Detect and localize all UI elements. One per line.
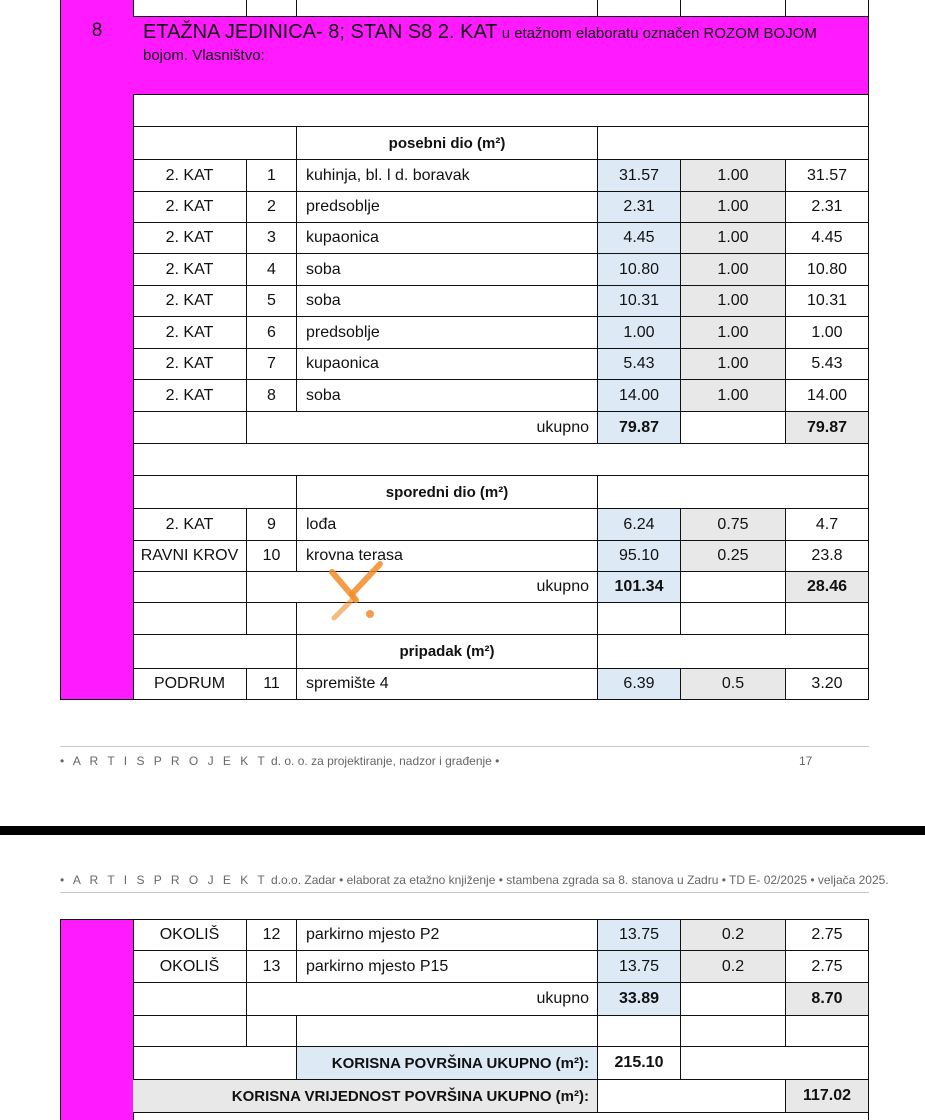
total-coef-empty xyxy=(681,572,786,603)
coefficient-cell: 0.2 xyxy=(681,920,786,951)
empty-cell xyxy=(247,603,297,635)
floor-cell: OKOLIŠ xyxy=(133,951,247,983)
area-cell: 1.00 xyxy=(598,317,681,349)
area-cell: 13.75 xyxy=(598,951,681,983)
magenta-side-column-2 xyxy=(60,919,134,1120)
footer-company: • A R T I S P R O J E K T xyxy=(60,754,268,768)
room-name-cell: parkirno mjesto P15 xyxy=(297,951,598,983)
empty-cell xyxy=(133,603,247,635)
posebni-dio-header: posebni dio (m²) xyxy=(297,127,598,160)
floor-cell: 2. KAT xyxy=(133,509,247,541)
unit-title-banner xyxy=(133,17,869,95)
area-cell: 10.31 xyxy=(598,286,681,317)
floor-cell: 2. KAT xyxy=(133,286,247,317)
total-coef-empty xyxy=(681,412,786,444)
coefficient-cell: 0.5 xyxy=(681,669,786,700)
empty-cell xyxy=(247,1016,297,1047)
empty-row xyxy=(133,444,869,476)
room-number-cell: 5 xyxy=(247,286,297,317)
unit-title-suffix: u etažnom elaboratu označen ROZOM BOJOM xyxy=(497,25,817,42)
empty-cell xyxy=(598,1016,681,1047)
okolis-total-area: 33.89 xyxy=(598,983,681,1016)
korisna-spacer xyxy=(681,1047,869,1080)
room-number-cell: 11 xyxy=(247,669,297,700)
room-name-cell: soba xyxy=(297,380,598,412)
area-cell: 2.31 xyxy=(598,192,681,223)
floor-cell: 2. KAT xyxy=(133,192,247,223)
room-number-cell: 2 xyxy=(247,192,297,223)
korisna-povrsina-value: 215.10 xyxy=(598,1047,681,1080)
empty-cell xyxy=(297,1016,598,1047)
korisna-povrsina-label: KORISNA POVRŠINA UKUPNO (m²): xyxy=(297,1047,598,1080)
posebni-total-area: 79.87 xyxy=(598,412,681,444)
coefficient-cell: 1.00 xyxy=(681,223,786,254)
footer-rule xyxy=(60,746,869,747)
room-number-cell: 10 xyxy=(247,541,297,572)
room-number-cell: 9 xyxy=(247,509,297,541)
korisna-spacer xyxy=(133,1047,297,1080)
table-bottom-fragment xyxy=(133,1113,869,1120)
sporedni-dio-header: sporedni dio (m²) xyxy=(297,476,598,509)
area-cell: 14.00 xyxy=(598,380,681,412)
area-cell: 5.43 xyxy=(598,349,681,380)
floor-cell: 2. KAT xyxy=(133,160,247,192)
korisna-vrijednost-label: KORISNA VRIJEDNOST POVRŠINA UKUPNO (m²): xyxy=(133,1080,598,1113)
coefficient-cell: 1.00 xyxy=(681,286,786,317)
value-cell: 3.20 xyxy=(786,669,869,700)
room-name-cell: parkirno mjesto P2 xyxy=(297,920,598,951)
room-name-cell: krovna terasa xyxy=(297,541,598,572)
room-name-cell: predsoblje xyxy=(297,192,598,223)
floor-cell: RAVNI KROV xyxy=(133,541,247,572)
coefficient-cell: 1.00 xyxy=(681,317,786,349)
value-cell: 4.45 xyxy=(786,223,869,254)
footer-description: d. o. o. za projektiranje, nadzor i građenje • xyxy=(267,754,500,768)
room-name-cell: predsoblje xyxy=(297,317,598,349)
value-cell: 2.75 xyxy=(786,951,869,983)
floor-cell: PODRUM xyxy=(133,669,247,700)
floor-cell: 2. KAT xyxy=(133,254,247,286)
room-name-cell: kupaonica xyxy=(297,349,598,380)
unit-number: 8 xyxy=(91,20,103,41)
total-coef-empty xyxy=(681,983,786,1016)
coefficient-cell: 0.75 xyxy=(681,509,786,541)
room-number-cell: 8 xyxy=(247,380,297,412)
area-cell: 6.24 xyxy=(598,509,681,541)
footer-text xyxy=(60,754,499,768)
posebni-total-label: ukupno xyxy=(247,412,598,444)
header-description: d.o.o. Zadar • elaborat za etažno knjiženje • stambena zgrada sa 8. stanova u Zadru • TD E- 02/2025 • veljača 2025. xyxy=(267,873,889,887)
empty-cell xyxy=(786,603,869,635)
area-cell: 31.57 xyxy=(598,160,681,192)
coefficient-cell: 1.00 xyxy=(681,254,786,286)
floor-cell: 2. KAT xyxy=(133,349,247,380)
total-spacer xyxy=(133,983,247,1016)
sporedni-total-value: 28.46 xyxy=(786,572,869,603)
value-cell: 2.75 xyxy=(786,920,869,951)
room-name-cell: soba xyxy=(297,286,598,317)
room-number-cell: 4 xyxy=(247,254,297,286)
header-spacer xyxy=(133,476,297,509)
header-rule xyxy=(60,892,869,893)
empty-cell xyxy=(681,1016,786,1047)
floor-cell: 2. KAT xyxy=(133,380,247,412)
header-spacer xyxy=(598,476,869,509)
empty-cell xyxy=(133,1016,247,1047)
value-cell: 10.80 xyxy=(786,254,869,286)
value-cell: 5.43 xyxy=(786,349,869,380)
empty-cell xyxy=(681,603,786,635)
area-cell: 13.75 xyxy=(598,920,681,951)
room-number-cell: 13 xyxy=(247,951,297,983)
page-divider xyxy=(0,826,925,835)
pripadak-header: pripadak (m²) xyxy=(297,635,598,669)
header-spacer xyxy=(598,635,869,669)
okolis-total-label: ukupno xyxy=(247,983,598,1016)
header-spacer xyxy=(133,635,297,669)
page-header-text xyxy=(60,873,889,887)
value-cell: 23.8 xyxy=(786,541,869,572)
coefficient-cell: 1.00 xyxy=(681,349,786,380)
empty-row xyxy=(133,95,869,127)
value-cell: 2.31 xyxy=(786,192,869,223)
total-spacer xyxy=(133,412,247,444)
coefficient-cell: 0.2 xyxy=(681,951,786,983)
area-cell: 10.80 xyxy=(598,254,681,286)
value-cell: 4.7 xyxy=(786,509,869,541)
header-company: • A R T I S P R O J E K T xyxy=(60,873,268,887)
sporedni-total-label: ukupno xyxy=(247,572,598,603)
unit-title: ETAŽNA JEDINICA- 8; STAN S8 2. KAT xyxy=(143,21,498,43)
coefficient-cell: 1.00 xyxy=(681,160,786,192)
unit-title-line2: bojom. Vlasništvo: xyxy=(143,47,265,64)
empty-cell xyxy=(598,603,681,635)
previous-row-fragment xyxy=(133,0,869,17)
coefficient-cell: 0.25 xyxy=(681,541,786,572)
coefficient-cell: 1.00 xyxy=(681,380,786,412)
floor-cell: OKOLIŠ xyxy=(133,920,247,951)
empty-cell xyxy=(786,1016,869,1047)
posebni-total-value: 79.87 xyxy=(786,412,869,444)
area-cell: 95.10 xyxy=(598,541,681,572)
value-cell: 31.57 xyxy=(786,160,869,192)
room-number-cell: 12 xyxy=(247,920,297,951)
page-number: 17 xyxy=(799,754,813,768)
okolis-total-value: 8.70 xyxy=(786,983,869,1016)
floor-cell: 2. KAT xyxy=(133,223,247,254)
room-number-cell: 1 xyxy=(247,160,297,192)
magenta-side-column xyxy=(60,0,134,700)
watermark-logo-icon xyxy=(326,560,386,624)
value-cell: 1.00 xyxy=(786,317,869,349)
room-number-cell: 3 xyxy=(247,223,297,254)
header-spacer xyxy=(598,127,869,160)
room-name-cell: spremište 4 xyxy=(297,669,598,700)
room-name-cell: kupaonica xyxy=(297,223,598,254)
value-cell: 14.00 xyxy=(786,380,869,412)
room-name-cell: kuhinja, bl. l d. boravak xyxy=(297,160,598,192)
korisna-vrijednost-value: 117.02 xyxy=(786,1080,869,1113)
header-spacer xyxy=(133,127,297,160)
room-number-cell: 7 xyxy=(247,349,297,380)
area-cell: 6.39 xyxy=(598,669,681,700)
coefficient-cell: 1.00 xyxy=(681,192,786,223)
korisna-vrijednost-spacer xyxy=(598,1080,786,1113)
total-spacer xyxy=(133,572,247,603)
room-name-cell: soba xyxy=(297,254,598,286)
sporedni-total-area: 101.34 xyxy=(598,572,681,603)
area-cell: 4.45 xyxy=(598,223,681,254)
value-cell: 10.31 xyxy=(786,286,869,317)
room-number-cell: 6 xyxy=(247,317,297,349)
room-name-cell: lođa xyxy=(297,509,598,541)
floor-cell: 2. KAT xyxy=(133,317,247,349)
